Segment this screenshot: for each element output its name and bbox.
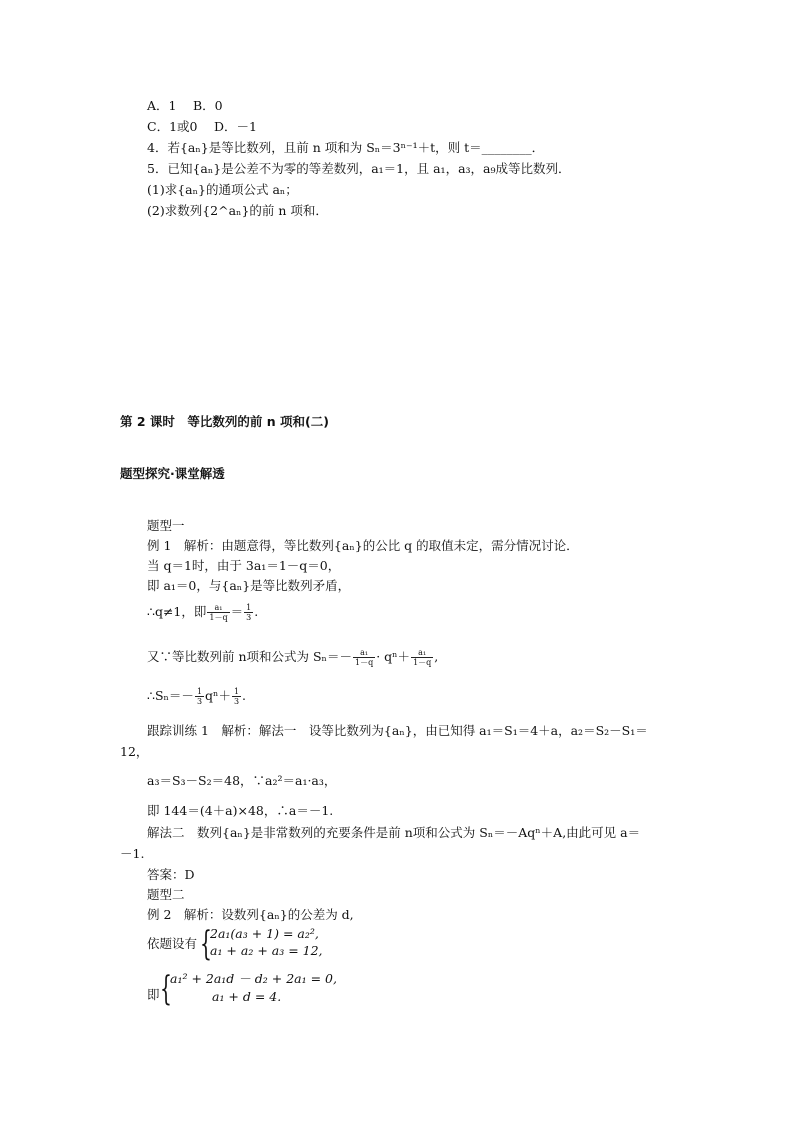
text: .	[242, 688, 247, 703]
example-1-line-6	[147, 687, 246, 706]
question-4: 4．若{aₙ}是等比数列，且前 n 项和为 Sₙ＝3ⁿ⁻¹＋t，则 t＝________．	[147, 140, 545, 155]
fraction	[232, 687, 241, 706]
left-brace-icon: {	[200, 924, 212, 964]
question-5: 5．已知{aₙ}是公差不为零的等差数列，a₁＝1，且 a₁，a₃，a₉成等比数列．	[147, 161, 571, 176]
heading-type-1: 题型一	[147, 518, 185, 533]
question-5-part-2: (2)求数列{2^aₙ}的前 n 项和．	[147, 203, 328, 218]
tracking-exercise-1-line-3: a₃＝S₃－S₂＝48，∵a₂²＝a₁·a₃，	[147, 773, 337, 788]
example-1-line-5	[147, 648, 438, 667]
fraction	[195, 687, 204, 706]
text: · qⁿ＋	[376, 649, 411, 664]
tracking-exercise-1-line-5: 解法二 数列{aₙ}是非常数列的充要条件是前 n项和公式为 Sₙ＝－Aqⁿ＋A,由此可见 a＝	[147, 825, 641, 840]
left-brace-icon: {	[160, 969, 172, 1009]
denominator: 1－q	[354, 658, 374, 667]
tracking-exercise-1: 跟踪训练 1 解析：解法一 设等比数列为{aₙ}，由已知得 a₁＝S₁＝4＋a，a₂＝S₂－S₁＝	[147, 723, 648, 738]
text: ∴Sₙ＝－	[147, 688, 194, 703]
example-1-line: 例 1 解析：由题意得，等比数列{aₙ}的公比 q 的取值未定，需分情况讨论．	[147, 538, 579, 553]
example-1-line-4	[147, 603, 258, 622]
text: ∴q≠1，即	[147, 604, 207, 619]
denominator: 3	[233, 697, 240, 706]
option-c-d: C．1或0 D．－1	[147, 119, 257, 134]
system-2-lead: 即	[147, 987, 160, 1002]
tracking-exercise-1-line-6: －1.	[120, 846, 145, 861]
numerator: a₁	[411, 648, 433, 658]
heading-type-2: 题型二	[147, 887, 185, 902]
text: ＝	[230, 604, 244, 619]
denominator: 1－q	[413, 658, 432, 667]
tracking-exercise-1-line-4: 即 144＝(4＋a)×48，∴a＝－1.	[147, 803, 334, 818]
text: .	[254, 604, 259, 619]
fraction	[411, 648, 433, 667]
numerator: 1	[233, 687, 240, 696]
denominator: 3	[246, 613, 252, 622]
fraction	[207, 603, 229, 622]
text: qⁿ＋	[205, 688, 231, 703]
fraction	[244, 603, 253, 622]
sub-title: 题型探究·课堂解透	[120, 466, 225, 481]
system-1-eq-1: 2a₁(a₃ + 1) = a₂²,	[210, 926, 319, 941]
option-a-b: A．1 B．0	[147, 98, 223, 113]
section-title: 第 2 课时 等比数列的前 n 项和(二)	[120, 414, 329, 429]
denominator: 1－q	[209, 613, 228, 622]
text: 又∵等比数列前 n项和公式为 Sₙ＝－	[147, 649, 352, 664]
example-1-line-2: 当 q＝1时，由于 3a₁＝1－q＝0，	[147, 558, 341, 573]
system-2-eq-1: a₁² + 2a₁d － d₂ + 2a₁ = 0,	[170, 971, 337, 986]
numerator: a₁	[353, 648, 375, 658]
denominator: 3	[196, 697, 203, 706]
question-5-part-1: (1)求{aₙ}的通项公式 aₙ；	[147, 182, 298, 197]
numerator: 1	[246, 603, 252, 612]
answer: 答案：D	[147, 867, 195, 882]
tracking-exercise-1-line-2: 12，	[120, 744, 149, 759]
text: ,	[434, 649, 439, 664]
example-1-line-3: 即 a₁＝0，与{aₙ}是等比数列矛盾，	[147, 578, 351, 593]
system-1-lead: 依题设有	[147, 936, 198, 951]
numerator: a₁	[207, 603, 229, 613]
example-2-line: 例 2 解析：设数列{aₙ}的公差为 d,	[147, 907, 354, 922]
numerator: 1	[196, 687, 203, 696]
system-1-eq-2: a₁ + a₂ + a₃ = 12,	[210, 943, 323, 958]
fraction	[353, 648, 375, 667]
system-2-eq-2: a₁ + d = 4.	[212, 989, 282, 1004]
